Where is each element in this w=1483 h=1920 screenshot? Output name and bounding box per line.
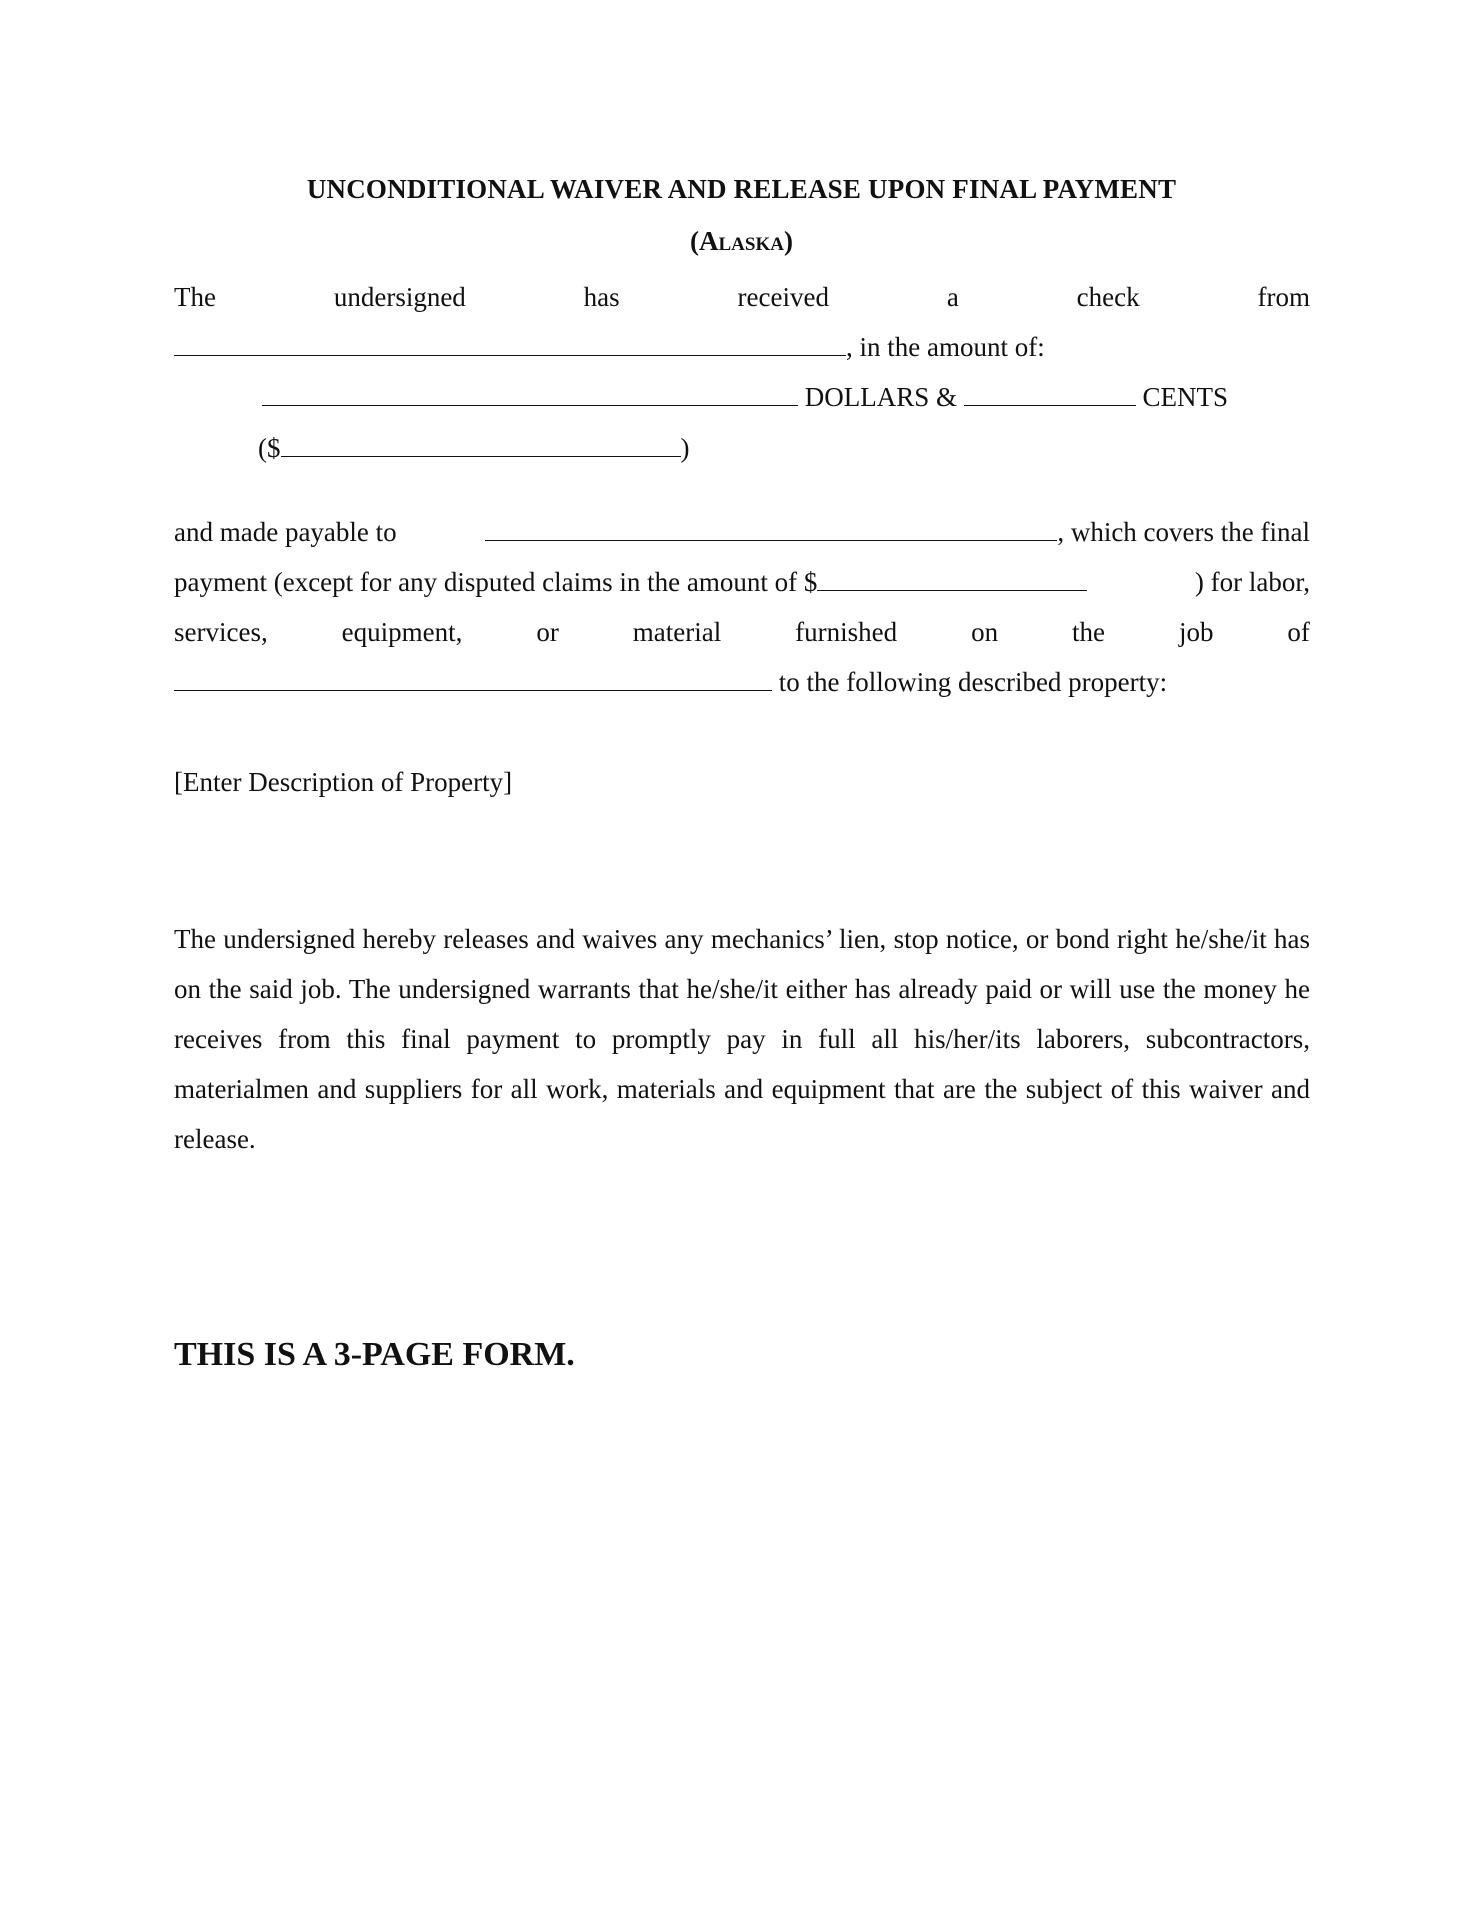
- dollars-label: DOLLARS &: [804, 382, 958, 412]
- disputed-suffix: ) for labor,: [1194, 567, 1310, 597]
- page-count-notice: THIS IS A 3-PAGE FORM.: [174, 1336, 575, 1373]
- disputed-prefix: payment (except for any disputed claims in the amount of $: [174, 567, 818, 597]
- word: has: [583, 282, 620, 312]
- word: on: [971, 617, 999, 647]
- payer-line: [174, 327, 1310, 367]
- dollars-field[interactable]: [262, 377, 798, 406]
- word: job: [1178, 617, 1214, 647]
- cents-label: CENTS: [1142, 382, 1229, 412]
- word: a: [946, 282, 959, 312]
- payable-prefix: and made payable to: [174, 517, 397, 547]
- job-line: [174, 662, 1310, 702]
- disputed-amount-field[interactable]: [817, 562, 1087, 591]
- word: equipment,: [341, 617, 463, 647]
- disputed-claims-line: [174, 562, 1310, 602]
- received-check-line: [174, 277, 1310, 317]
- property-suffix: to the following described property:: [778, 667, 1168, 697]
- payer-name-field[interactable]: [174, 327, 846, 356]
- release-paragraph: The undersigned hereby releases and waives any mechanics’ lien, stop notice, or bond right he/she/it has on the said job. The undersigned warrants that he/she/it either has already paid or will use the money he receives from this final payment to promptly pay in full all his/her/its laborers, subcontractors, materialmen and suppliers for all work, materials and equipment that are the subject of this waiver and release.: [174, 924, 1310, 1154]
- payable-to-line: [174, 512, 1310, 552]
- numeric-amount-line: [258, 428, 1394, 468]
- payable-suffix: , which covers the final: [1057, 517, 1310, 547]
- word: received: [737, 282, 829, 312]
- dollars-cents-line: [262, 377, 1398, 417]
- payee-field[interactable]: [485, 512, 1057, 541]
- word: check: [1076, 282, 1140, 312]
- word: The: [174, 282, 216, 312]
- paren-open: ($: [258, 433, 281, 463]
- document-subtitle: (Alaska): [690, 226, 793, 256]
- word: or: [536, 617, 559, 647]
- word: furnished: [795, 617, 898, 647]
- word: of: [1287, 617, 1310, 647]
- cents-field[interactable]: [964, 377, 1136, 406]
- numeric-amount-field[interactable]: [281, 428, 681, 457]
- document-title: UNCONDITIONAL WAIVER AND RELEASE UPON FINAL PAYMENT: [306, 174, 1177, 204]
- services-line: [174, 612, 1310, 652]
- word: services,: [174, 617, 268, 647]
- property-description[interactable]: [Enter Description of Property]: [174, 767, 513, 797]
- word: from: [1257, 282, 1310, 312]
- amount-label: , in the amount of:: [846, 332, 1045, 362]
- word: the: [1072, 617, 1106, 647]
- word: material: [632, 617, 722, 647]
- job-field[interactable]: [174, 662, 772, 691]
- paren-close: ): [680, 433, 690, 463]
- word: undersigned: [333, 282, 466, 312]
